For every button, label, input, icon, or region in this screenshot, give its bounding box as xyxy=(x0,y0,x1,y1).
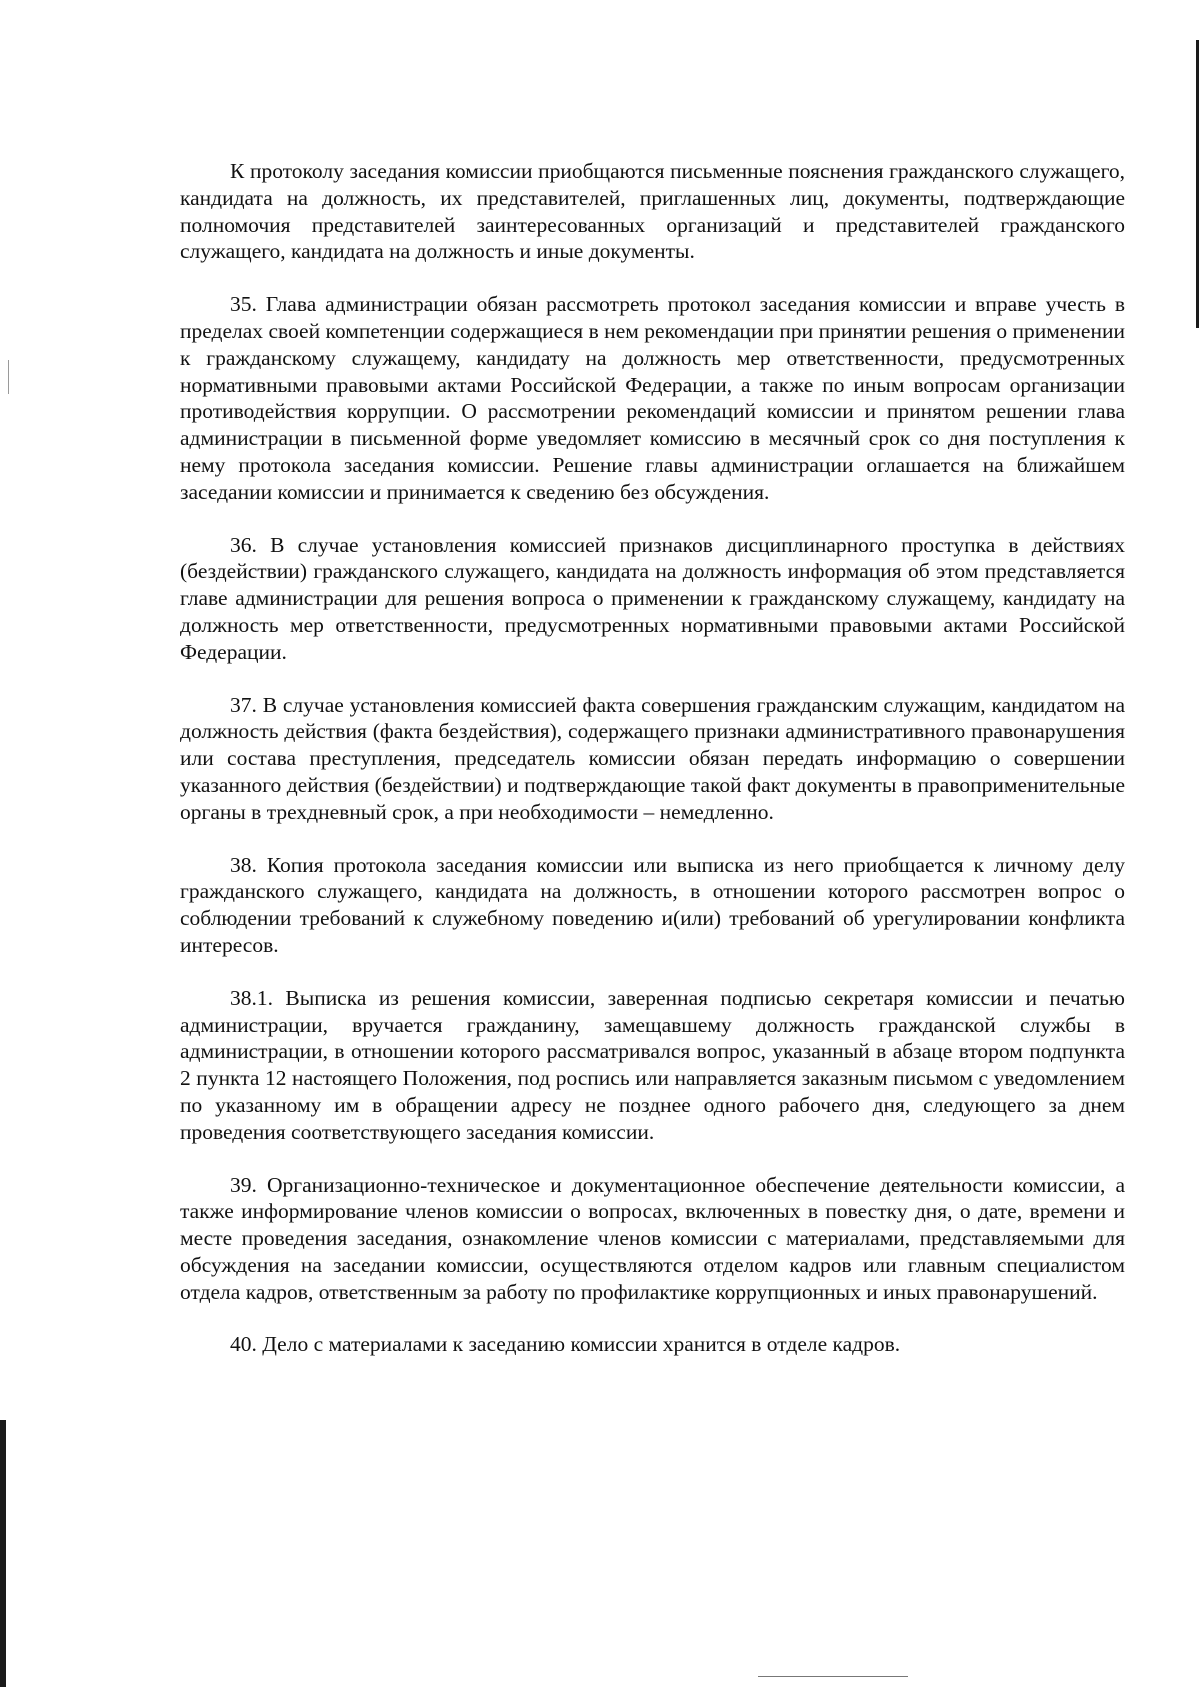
paragraph-intro: К протоколу заседания комиссии приобщаются письменные пояснения гражданского служащего, кандидата на должность, их представителей, приглашенных лиц, документы, подтверждающие полномочия представителей заинтересованных организаций и представителей гражданского служащего, кандидата на должность и иные документы. xyxy=(180,159,1125,264)
paragraph-36: 36. В случае установления комиссией признаков дисциплинарного проступка в действиях (бездействии) гражданского служащего, кандидата на должность информация об этом представляется главе администрации для решения вопроса о применении к гражданскому служащему, кандидату на должность мер ответственности, предусмотренных нормативными правовыми актами Российской Федерации. xyxy=(180,532,1125,664)
paragraph-40: 40. Дело с материалами к заседанию комиссии хранится в отделе кадров. xyxy=(230,1332,901,1357)
paragraph-38: 38. Копия протокола заседания комиссии или выписка из него приобщается к личному делу гражданского служащего, кандидата на должность, в отношении которого рассмотрен вопрос о соблюдении требований к служебному поведению и(или) требований об урегулировании конфликта интересов. xyxy=(180,852,1125,957)
scan-mark-left xyxy=(8,360,9,394)
paragraph-37: 37. В случае установления комиссией факта совершения гражданским служащим, кандидатом на должность действия (факта бездействия), содержащего признаки административного правонарушения или состава преступления, председатель комиссии обязан передать информацию о совершении указанного действия (бездействии) и подтверждающие такой факт документы в правоприменительные органы в трехдневный срок, а при необходимости – немедленно. xyxy=(180,692,1125,824)
paragraph-35: 35. Глава администрации обязан рассмотреть протокол заседания комиссии и вправе учесть в пределах своей компетенции содержащиеся в нем рекомендации при принятии решения о применении к гражданскому служащему, кандидату на должность мер ответственности, предусмотренных нормативными правовыми актами Российской Федерации, а также по иным вопросам организации противодействия коррупции. О рассмотрении рекомендаций комиссии и принятом решении глава администрации в письменной форме уведомляет комиссию в месячный срок со дня поступления к нему протокола заседания комиссии. Решение главы администрации оглашается на ближайшем заседании комиссии и принимается к сведению без обсуждения. xyxy=(180,292,1125,504)
paragraph-38-1: 38.1. Выписка из решения комиссии, заверенная подписью секретаря комиссии и печатью администрации, вручается гражданину, замещавшему должность гражданской службы в администрации, в отношении которого рассматривался вопрос, указанный в абзаце втором подпункта 2 пункта 12 настоящего Положения, под роспись или направляется заказным письмом с уведомлением по указанному им в обращении адресу не позднее одного рабочего дня, следующего за днем проведения соответствующего заседания комиссии. xyxy=(180,985,1125,1144)
paragraph-39: 39. Организационно-техническое и документационное обеспечение деятельности комиссии, а также информирование членов комиссии о вопросах, включенных в повестку дня, о дате, времени и месте проведения заседания, ознакомление членов комиссии с материалами, представляемыми для обсуждения на заседании комиссии, осуществляются отделом кадров или главным специалистом отдела кадров, ответственным за работу по профилактике коррупционных и иных правонарушений. xyxy=(180,1172,1125,1304)
scan-line-bottom xyxy=(758,1676,908,1677)
document-body xyxy=(180,158,1125,1358)
scan-edge-right xyxy=(1196,40,1199,328)
scan-edge-left xyxy=(0,1420,6,1687)
